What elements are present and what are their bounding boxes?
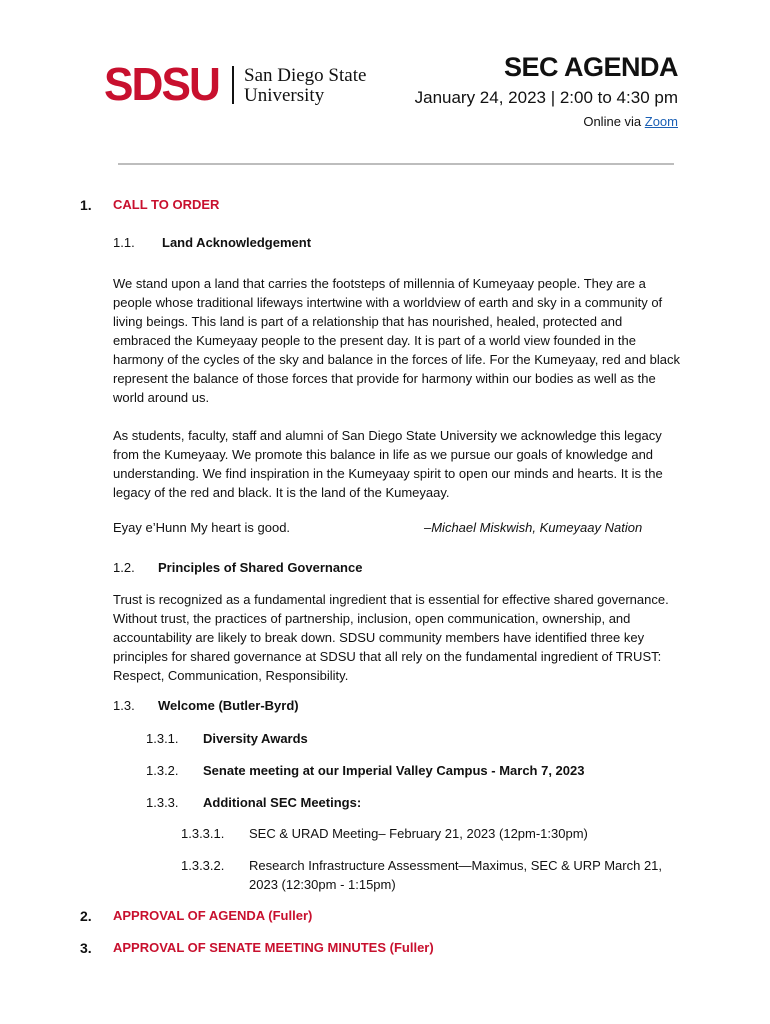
- wordmark-line1: San Diego State: [244, 65, 367, 86]
- section-1-2-title: Principles of Shared Governance: [158, 560, 363, 575]
- land-acknowledgement-paragraph-2: As students, faculty, staff and alumni of San Diego State University we acknowledge this legacy from the Kumeyaay. We promote this balance in life as we pursue our goals of knowledge and understanding. We find inspiration in the Kumeyaay spirit to open our minds and hearts. It is the legacy of the red and black. It is the land of the Kumeyaay.: [113, 428, 663, 500]
- page-title: SEC AGENDA: [503, 52, 678, 82]
- eyay-line: Eyay e’Hunn My heart is good.: [113, 520, 291, 535]
- section-1-number: 1.: [80, 197, 92, 213]
- online-line: [583, 114, 678, 129]
- section-1-1-title: Land Acknowledgement: [162, 235, 312, 250]
- zoom-link[interactable]: Zoom: [644, 114, 678, 129]
- sdsu-logo-mark: SDSU: [104, 58, 220, 110]
- section-1-3-number: 1.3.: [113, 698, 135, 713]
- section-1-3-title: Welcome (Butler-Byrd): [158, 698, 299, 713]
- section-1-3-3-title: Additional SEC Meetings:: [203, 795, 362, 810]
- section-1-3-2-title: Senate meeting at our Imperial Valley Campus - March 7, 2023: [203, 763, 585, 778]
- meeting-date: January 24, 2023 | 2:00 to 4:30 pm: [414, 88, 678, 107]
- section-1-3-2-number: 1.3.2.: [146, 763, 179, 778]
- logo-divider: [232, 66, 234, 104]
- section-1-2-number: 1.2.: [113, 560, 135, 575]
- section-1-3-3-2-number: 1.3.3.2.: [181, 858, 225, 873]
- university-wordmark: [244, 66, 366, 106]
- section-1-3-3-1-number: 1.3.3.1.: [181, 826, 225, 841]
- section-2-title: APPROVAL OF AGENDA (Fuller): [113, 908, 313, 923]
- section-1-3-3-number: 1.3.3.: [146, 795, 179, 810]
- trust-paragraph: Trust is recognized as a fundamental ingredient that is essential for effective shared governance. Without trust, the practices of partnership, inclusion, open communication, ownership, and accountability are likely to break down. SDSU community members have identified three key principles for shared governance at SDSU that all rely on the fundamental ingredient of TRUST: Respect, Communication, Responsibility.: [113, 592, 669, 683]
- section-3-title: APPROVAL OF SENATE MEETING MINUTES (Fuller): [113, 940, 434, 955]
- wordmark-line2: University: [244, 85, 325, 106]
- section-1-3-1-title: Diversity Awards: [203, 731, 308, 746]
- section-3-number: 3.: [80, 940, 92, 956]
- section-1-1-number: 1.1.: [113, 235, 135, 250]
- section-1-3-3-2-text-line2: 2023 (12:30pm - 1:15pm): [249, 877, 396, 892]
- section-1-3-3-1-text: SEC & URAD Meeting– February 21, 2023 (12pm-1:30pm): [249, 826, 588, 841]
- online-prefix: Online via: [583, 114, 645, 129]
- section-1-3-3-2-text-line1: Research Infrastructure Assessment—Maximus, SEC & URP March 21,: [249, 858, 663, 873]
- section-1-title: CALL TO ORDER: [113, 197, 220, 212]
- header-divider: [118, 163, 674, 165]
- land-acknowledgement-paragraph-1: We stand upon a land that carries the footsteps of millennia of Kumeyaay people. They are a people whose traditional lifeways intertwine with a worldview of earth and sky in a community of living beings. This land is part of a relationship that has nourished, healed, protected and embraced the Kumeyaay people to the present day. It is part of a world view founded in the harmony of the cycles of the sky and balance in the forces of life. For the Kumeyaay, red and black represent the balance of those forces that provide for harmony within our bodies as well as the world around us.: [113, 276, 681, 405]
- section-2-number: 2.: [80, 908, 92, 924]
- section-1-3-1-number: 1.3.1.: [146, 731, 179, 746]
- attribution: –Michael Miskwish, Kumeyaay Nation: [424, 520, 643, 535]
